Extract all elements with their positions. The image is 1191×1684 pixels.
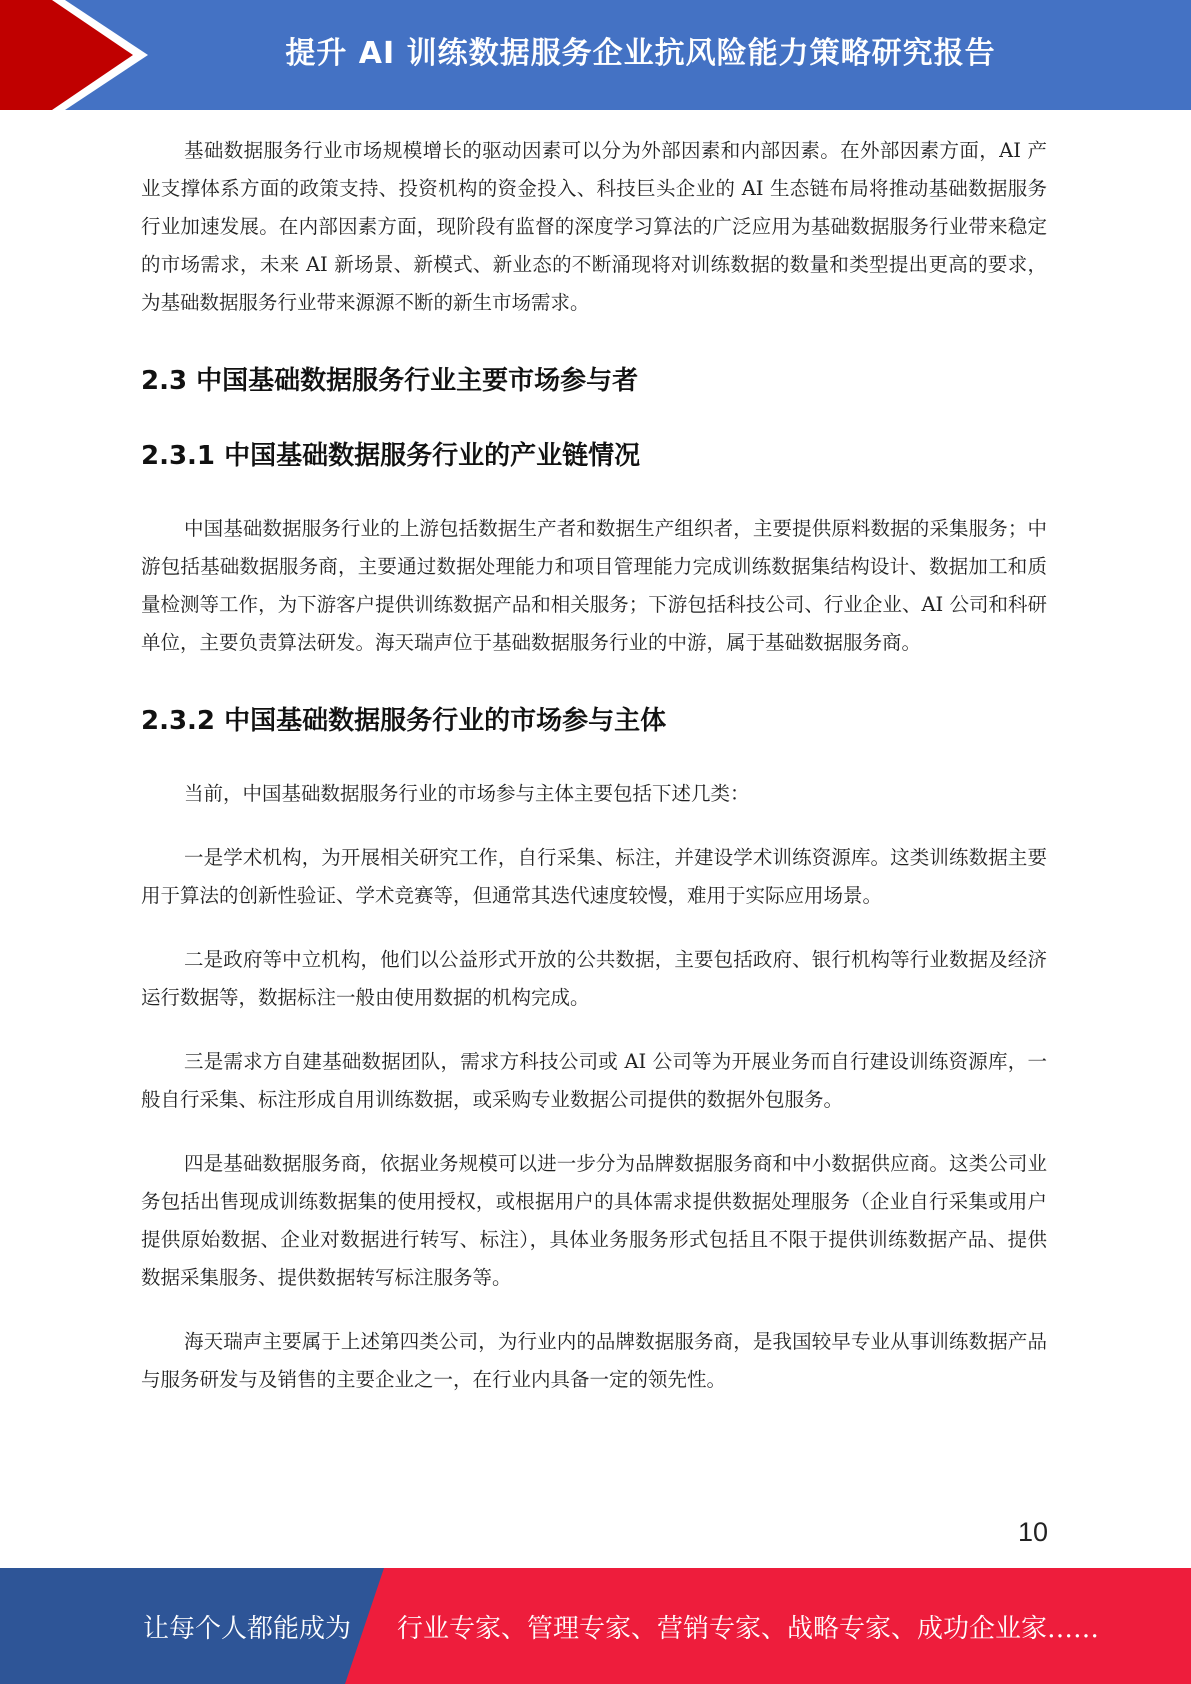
- report-title: 提升 AI 训练数据服务企业抗风险能力策略研究报告: [285, 36, 996, 71]
- haitian-ruisheng-paragraph: 海天瑞声主要属于上述第四类公司，为行业内的品牌数据服务商，是我国较早专业从事训练数据产品与服务研发与及销售的主要企业之一，在行业内具备一定的领先性。: [141, 1330, 1047, 1391]
- intro-paragraph: 基础数据服务行业市场规模增长的驱动因素可以分为外部因素和内部因素。在外部因素方面，AI 产业支撑体系方面的政策支持、投资机构的资金投入、科技巨头企业的 AI 生态链布局将推动基础数据服务行业加速发展。在内部因素方面，现阶段有监督的深度学习算法的广泛应用为基础数据服务行业带来稳定的市场需求，未来 AI 新场景、新模式、新业态的不断涌现将对训练数据的数量和类型提出更高的要求，为基础数据服务行业带来源源不断的新生市场需求。: [141, 139, 1047, 314]
- participant-academic-paragraph: 一是学术机构，为开展相关研究工作，自行采集、标注，并建设学术训练资源库。这类训练数据主要用于算法的创新性验证、学术竞赛等，但通常其迭代速度较慢，难用于实际应用场景。: [141, 846, 1047, 907]
- participants-intro-paragraph: 当前，中国基础数据服务行业的市场参与主体主要包括下述几类：: [184, 782, 750, 805]
- participant-service-provider-paragraph: 四是基础数据服务商，依据业务规模可以进一步分为品牌数据服务商和中小数据供应商。这类公司业务包括出售现成训练数据集的使用授权，或根据用户的具体需求提供数据处理服务（企业自行采集或用户提供原始数据、企业对数据进行转写、标注），具体业务服务形式包括且不限于提供训练数据产品、提供数据采集服务、提供数据转写标注服务等。: [141, 1152, 1047, 1289]
- footer-slogan-right: 行业专家、管理专家、营销专家、战略专家、成功企业家……: [397, 1613, 1100, 1644]
- participant-government-paragraph: 二是政府等中立机构，他们以公益形式开放的公共数据，主要包括政府、银行机构等行业数据及经济运行数据等，数据标注一般由使用数据的机构完成。: [141, 948, 1047, 1009]
- section-2-3-heading: 2.3 中国基础数据服务行业主要市场参与者: [141, 366, 639, 396]
- page-number: 10: [1017, 1517, 1048, 1547]
- page-footer: [0, 1568, 1191, 1684]
- section-2-3-2-heading: 2.3.2 中国基础数据服务行业的市场参与主体: [141, 706, 667, 736]
- document-body: [141, 132, 1047, 1399]
- footer-slogan-left: 让每个人都能成为: [143, 1613, 352, 1644]
- participant-inhouse-paragraph: 三是需求方自建基础数据团队，需求方科技公司或 AI 公司等为开展业务而自行建设训练资源库，一般自行采集、标注形成自用训练数据，或采购专业数据公司提供的数据外包服务。: [141, 1050, 1047, 1111]
- section-2-3-1-heading: 2.3.1 中国基础数据服务行业的产业链情况: [141, 441, 641, 471]
- header-chevron-icon: [0, 0, 160, 110]
- industry-chain-paragraph: 中国基础数据服务行业的上游包括数据生产者和数据生产组织者，主要提供原料数据的采集服务；中游包括基础数据服务商，主要通过数据处理能力和项目管理能力完成训练数据集结构设计、数据加工和质量检测等工作，为下游客户提供训练数据产品和相关服务；下游包括科技公司、行业企业、AI 公司和科研单位，主要负责算法研发。海天瑞声位于基础数据服务行业的中游，属于基础数据服务商。: [141, 517, 1047, 654]
- page-header: [0, 0, 1191, 110]
